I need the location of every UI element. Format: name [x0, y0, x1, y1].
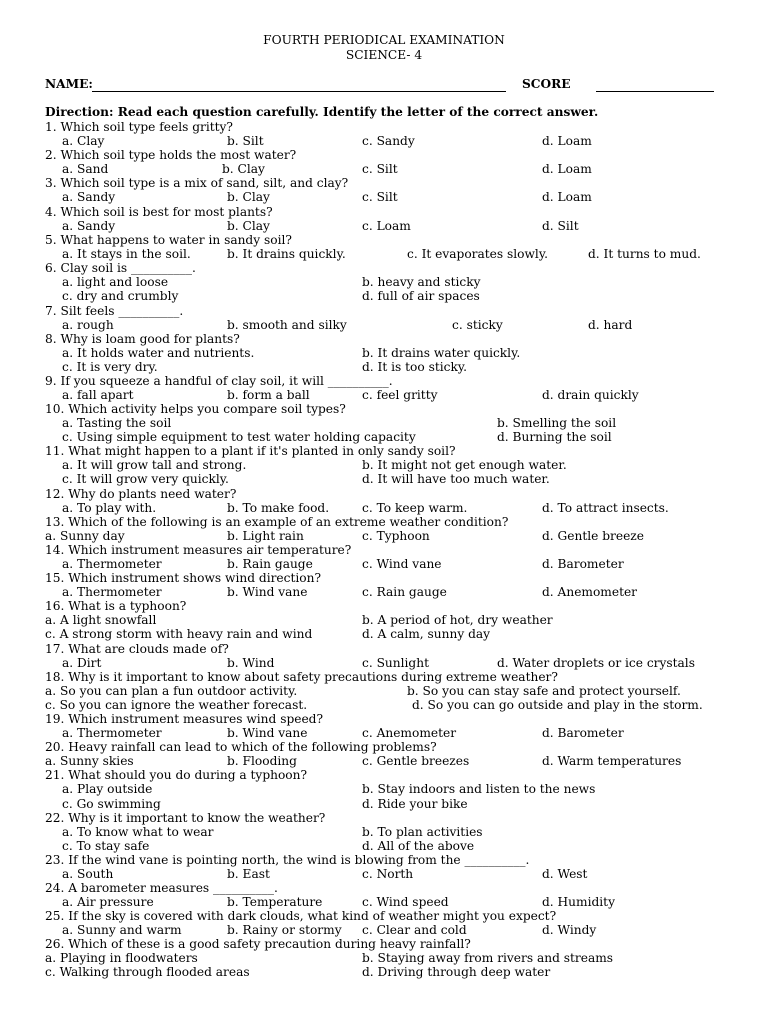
question-24-option-b[interactable]: b. Temperature — [227, 895, 323, 909]
question-4-option-b[interactable]: b. Clay — [227, 219, 270, 233]
score-field-line[interactable] — [596, 91, 714, 92]
question-21-option-a[interactable]: a. Play outside — [62, 782, 153, 796]
question-17-option-c[interactable]: c. Sunlight — [362, 656, 429, 670]
question-3-option-c[interactable]: c. Silt — [362, 190, 398, 204]
question-11-option-c[interactable]: c. It will grow very quickly. — [62, 472, 229, 486]
question-15-option-c[interactable]: c. Rain gauge — [362, 585, 447, 599]
question-26: 26. Which of these is a good safety precaution during heavy rainfall? — [45, 937, 471, 951]
question-14-option-c[interactable]: c. Wind vane — [362, 557, 442, 571]
question-15-option-d[interactable]: d. Anemometer — [542, 585, 638, 599]
question-9-option-b[interactable]: b. form a ball — [227, 388, 310, 402]
question-6-option-c[interactable]: c. dry and crumbly — [62, 289, 179, 303]
question-10-option-d[interactable]: d. Burning the soil — [497, 430, 612, 444]
question-25-option-a[interactable]: a. Sunny and warm — [62, 923, 182, 937]
question-7-option-d[interactable]: d. hard — [588, 318, 633, 332]
question-6-option-d[interactable]: d. full of air spaces — [362, 289, 480, 303]
question-20-option-c[interactable]: c. Gentle breezes — [362, 754, 470, 768]
question-10-option-c[interactable]: c. Using simple equipment to test water holding capacity — [62, 430, 416, 444]
question-7: 7. Silt feels __________. — [45, 304, 184, 318]
question-26-option-c[interactable]: c. Walking through flooded areas — [45, 965, 250, 979]
question-26-option-a[interactable]: a. Playing in floodwaters — [45, 951, 198, 965]
question-7-option-b[interactable]: b. smooth and silky — [227, 318, 347, 332]
question-13-option-d[interactable]: d. Gentle breeze — [542, 529, 644, 543]
question-10: 10. Which activity helps you compare soil types? — [45, 402, 346, 416]
question-4-option-c[interactable]: c. Loam — [362, 219, 411, 233]
question-13: 13. Which of the following is an example of an extreme weather condition? — [45, 515, 509, 529]
question-1-option-d[interactable]: d. Loam — [542, 134, 592, 148]
question-17-option-b[interactable]: b. Wind — [227, 656, 275, 670]
question-24-option-a[interactable]: a. Air pressure — [62, 895, 154, 909]
question-21-option-c[interactable]: c. Go swimming — [62, 797, 161, 811]
question-21-option-b[interactable]: b. Stay indoors and listen to the news — [362, 782, 596, 796]
question-10-option-a[interactable]: a. Tasting the soil — [62, 416, 172, 430]
question-22-option-a[interactable]: a. To know what to wear — [62, 825, 214, 839]
question-24: 24. A barometer measures __________. — [45, 881, 278, 895]
question-20: 20. Heavy rainfall can lead to which of the following problems? — [45, 740, 437, 754]
question-4-option-d[interactable]: d. Silt — [542, 219, 579, 233]
question-6: 6. Clay soil is __________. — [45, 261, 196, 275]
question-3-option-d[interactable]: d. Loam — [542, 190, 592, 204]
question-23-option-d[interactable]: d. West — [542, 867, 588, 881]
question-24-option-d[interactable]: d. Humidity — [542, 895, 615, 909]
name-label: NAME: — [45, 77, 93, 91]
question-23: 23. If the wind vane is pointing north, the wind is blowing from the __________. — [45, 853, 530, 867]
question-18-option-c[interactable]: c. So you can ignore the weather forecast. — [45, 698, 308, 712]
question-18: 18. Why is it important to know about safety precautions during extreme weather? — [45, 670, 558, 684]
question-23-option-a[interactable]: a. South — [62, 867, 114, 881]
question-9-option-c[interactable]: c. feel gritty — [362, 388, 438, 402]
question-8-option-c[interactable]: c. It is very dry. — [62, 360, 158, 374]
question-25: 25. If the sky is covered with dark clouds, what kind of weather might you expect? — [45, 909, 557, 923]
question-12: 12. Why do plants need water? — [45, 487, 237, 501]
question-18-option-a[interactable]: a. So you can plan a fun outdoor activity. — [45, 684, 298, 698]
question-2-option-d[interactable]: d. Loam — [542, 162, 592, 176]
question-1-option-a[interactable]: a. Clay — [62, 134, 105, 148]
question-14: 14. Which instrument measures air temperature? — [45, 543, 352, 557]
directions: Direction: Read each question carefully. Identify the letter of the correct answer. — [45, 105, 599, 119]
question-13-option-b[interactable]: b. Light rain — [227, 529, 304, 543]
question-6-option-a[interactable]: a. light and loose — [62, 275, 169, 289]
question-19-option-a[interactable]: a. Thermometer — [62, 726, 162, 740]
question-9: 9. If you squeeze a handful of clay soil, it will __________. — [45, 374, 393, 388]
question-26-option-d[interactable]: d. Driving through deep water — [362, 965, 551, 979]
question-12-option-c[interactable]: c. To keep warm. — [362, 501, 468, 515]
question-15-option-a[interactable]: a. Thermometer — [62, 585, 162, 599]
question-8-option-d[interactable]: d. It is too sticky. — [362, 360, 468, 374]
exam-subject: SCIENCE- 4 — [345, 48, 423, 62]
question-21-option-d[interactable]: d. Ride your bike — [362, 797, 468, 811]
question-12-option-a[interactable]: a. To play with. — [62, 501, 157, 515]
question-17-option-d[interactable]: d. Water droplets or ice crystals — [497, 656, 695, 670]
question-23-option-b[interactable]: b. East — [227, 867, 270, 881]
question-19-option-d[interactable]: d. Barometer — [542, 726, 624, 740]
question-2-option-b[interactable]: b. Clay — [222, 162, 265, 176]
question-11: 11. What might happen to a plant if it's planted in only sandy soil? — [45, 444, 456, 458]
question-24-option-c[interactable]: c. Wind speed — [362, 895, 449, 909]
question-14-option-b[interactable]: b. Rain gauge — [227, 557, 313, 571]
question-21: 21. What should you do during a typhoon? — [45, 768, 308, 782]
question-16-option-a[interactable]: a. A light snowfall — [45, 613, 157, 627]
question-11-option-b[interactable]: b. It might not get enough water. — [362, 458, 567, 472]
question-10-option-b[interactable]: b. Smelling the soil — [497, 416, 617, 430]
question-17-option-a[interactable]: a. Dirt — [62, 656, 102, 670]
question-5-option-c[interactable]: c. It evaporates slowly. — [407, 247, 548, 261]
question-8-option-b[interactable]: b. It drains water quickly. — [362, 346, 521, 360]
question-1-option-c[interactable]: c. Sandy — [362, 134, 415, 148]
question-16: 16. What is a typhoon? — [45, 599, 187, 613]
question-3-option-a[interactable]: a. Sandy — [62, 190, 116, 204]
question-18-option-b[interactable]: b. So you can stay safe and protect yourself. — [407, 684, 681, 698]
question-9-option-d[interactable]: d. drain quickly — [542, 388, 639, 402]
question-5-option-d[interactable]: d. It turns to mud. — [588, 247, 701, 261]
question-20-option-a[interactable]: a. Sunny skies — [45, 754, 134, 768]
name-field-line[interactable] — [92, 91, 506, 92]
question-19: 19. Which instrument measures wind speed? — [45, 712, 324, 726]
question-22-option-c[interactable]: c. To stay safe — [62, 839, 150, 853]
question-11-option-d[interactable]: d. It will have too much water. — [362, 472, 550, 486]
question-15: 15. Which instrument shows wind direction? — [45, 571, 321, 585]
question-16-option-d[interactable]: d. A calm, sunny day — [362, 627, 491, 641]
question-23-option-c[interactable]: c. North — [362, 867, 414, 881]
question-16-option-c[interactable]: c. A strong storm with heavy rain and wind — [45, 627, 313, 641]
question-8-option-a[interactable]: a. It holds water and nutrients. — [62, 346, 255, 360]
question-20-option-d[interactable]: d. Warm temperatures — [542, 754, 682, 768]
question-8: 8. Why is loam good for plants? — [45, 332, 240, 346]
question-13-option-a[interactable]: a. Sunny day — [45, 529, 125, 543]
question-3: 3. Which soil type is a mix of sand, silt, and clay? — [45, 176, 349, 190]
question-15-option-b[interactable]: b. Wind vane — [227, 585, 308, 599]
question-22-option-b[interactable]: b. To plan activities — [362, 825, 483, 839]
question-7-option-a[interactable]: a. rough — [62, 318, 114, 332]
question-14-option-d[interactable]: d. Barometer — [542, 557, 624, 571]
question-3-option-b[interactable]: b. Clay — [227, 190, 270, 204]
question-12-option-b[interactable]: b. To make food. — [227, 501, 330, 515]
question-22: 22. Why is it important to know the weather? — [45, 811, 326, 825]
exam-title: FOURTH PERIODICAL EXAMINATION — [263, 33, 505, 47]
question-4: 4. Which soil is best for most plants? — [45, 205, 273, 219]
question-25-option-d[interactable]: d. Windy — [542, 923, 597, 937]
question-12-option-d[interactable]: d. To attract insects. — [542, 501, 669, 515]
question-17: 17. What are clouds made of? — [45, 642, 229, 656]
question-2: 2. Which soil type holds the most water? — [45, 148, 297, 162]
question-22-option-d[interactable]: d. All of the above — [362, 839, 475, 853]
question-19-option-c[interactable]: c. Anemometer — [362, 726, 457, 740]
question-4-option-a[interactable]: a. Sandy — [62, 219, 116, 233]
question-13-option-c[interactable]: c. Typhoon — [362, 529, 430, 543]
question-6-option-b[interactable]: b. heavy and sticky — [362, 275, 481, 289]
score-label: SCORE — [522, 77, 571, 91]
question-1: 1. Which soil type feels gritty? — [45, 120, 233, 134]
question-18-option-d[interactable]: d. So you can go outside and play in the storm. — [412, 698, 703, 712]
question-5: 5. What happens to water in sandy soil? — [45, 233, 292, 247]
question-11-option-a[interactable]: a. It will grow tall and strong. — [62, 458, 247, 472]
question-2-option-a[interactable]: a. Sand — [62, 162, 109, 176]
question-25-option-b[interactable]: b. Rainy or stormy — [227, 923, 342, 937]
question-25-option-c[interactable]: c. Clear and cold — [362, 923, 467, 937]
question-5-option-a[interactable]: a. It stays in the soil. — [62, 247, 191, 261]
question-7-option-c[interactable]: c. sticky — [452, 318, 503, 332]
question-16-option-b[interactable]: b. A period of hot, dry weather — [362, 613, 553, 627]
question-14-option-a[interactable]: a. Thermometer — [62, 557, 162, 571]
question-5-option-b[interactable]: b. It drains quickly. — [227, 247, 346, 261]
question-20-option-b[interactable]: b. Flooding — [227, 754, 297, 768]
question-2-option-c[interactable]: c. Silt — [362, 162, 398, 176]
question-26-option-b[interactable]: b. Staying away from rivers and streams — [362, 951, 614, 965]
question-1-option-b[interactable]: b. Silt — [227, 134, 264, 148]
question-19-option-b[interactable]: b. Wind vane — [227, 726, 308, 740]
question-9-option-a[interactable]: a. fall apart — [62, 388, 134, 402]
